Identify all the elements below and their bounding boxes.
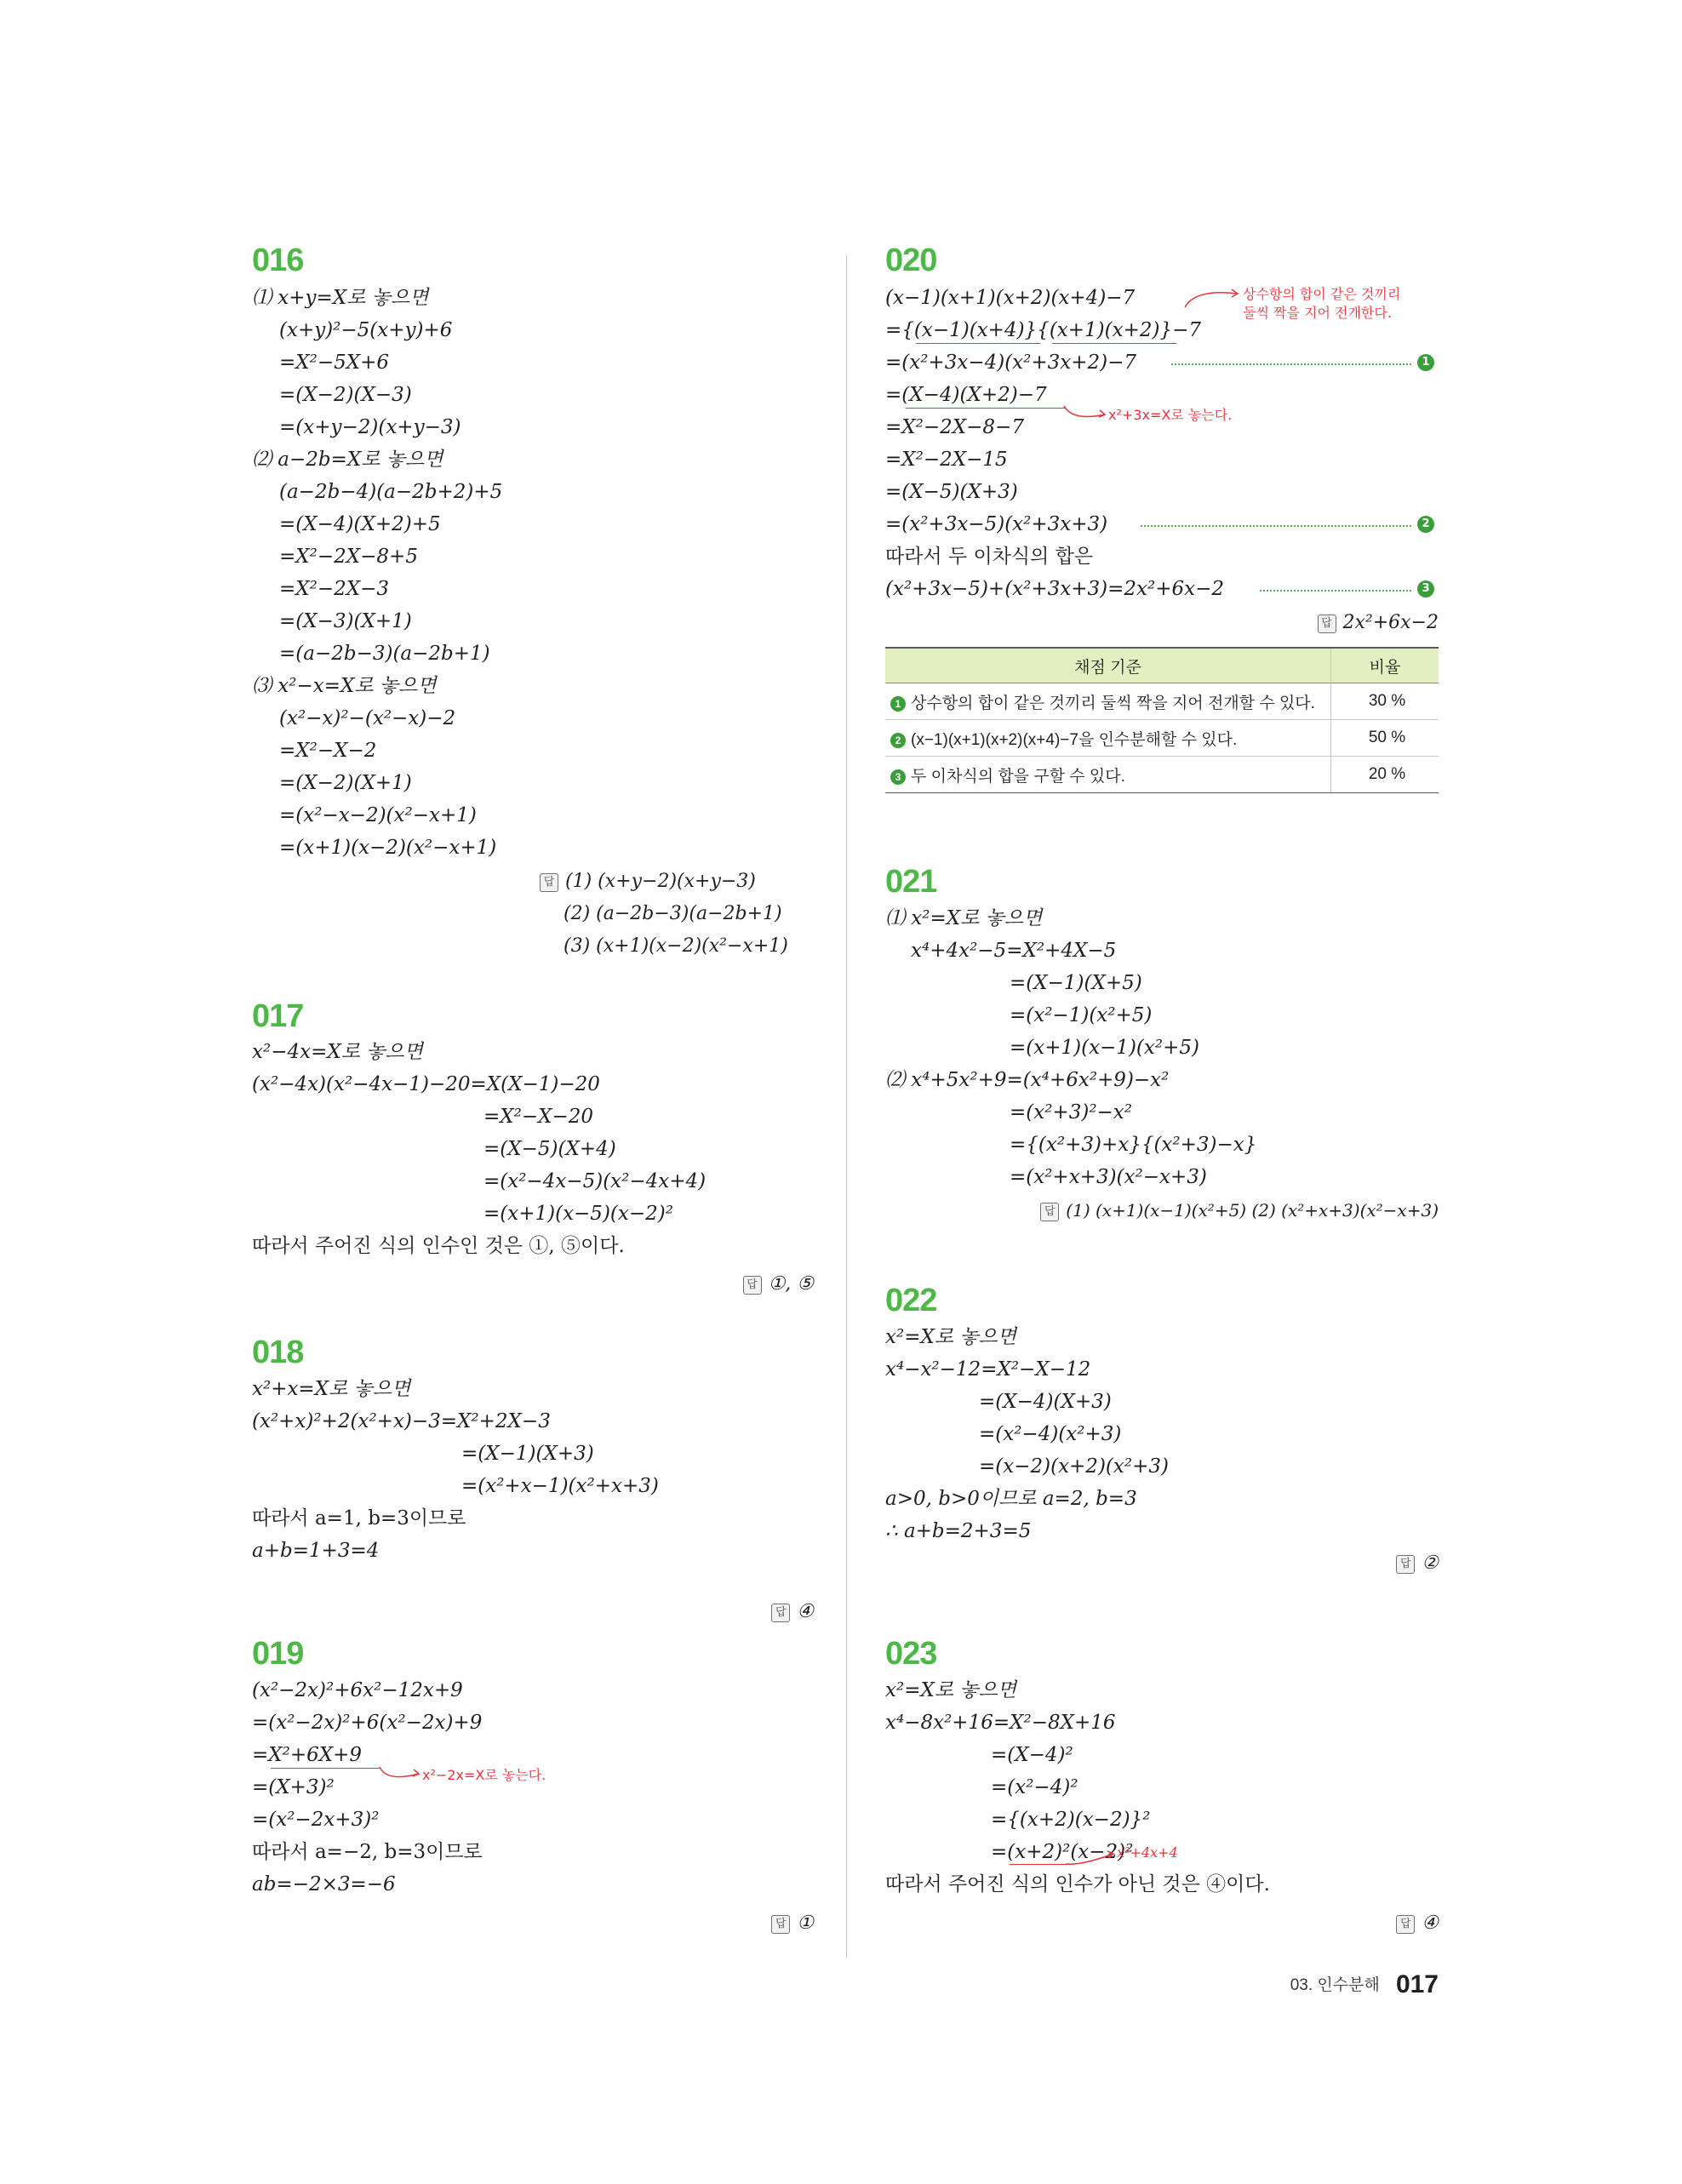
solution-line: =X²−X−20 (483, 1106, 594, 1128)
answer-line (540, 870, 756, 894)
problem-021 (885, 864, 1439, 1221)
red-underline (906, 408, 1066, 409)
step-marker: 2 (890, 733, 906, 748)
answer-text: ④ (797, 1601, 814, 1622)
answer-line: (3) (x+1)(x−2)(x²−x+1) (564, 935, 788, 957)
page-footer (1290, 1970, 1439, 1999)
solution-line: (x²+x)²+2(x²+x)−3=X²+2X−3 (252, 1410, 551, 1432)
criteria-text: (x−1)(x+1)(x+2)(x+4)−7을 인수분해할 수 있다. (911, 730, 1238, 749)
answer-text: 2x²+6x−2 (1342, 612, 1439, 633)
solution-line: (x²−4x)(x²−4x−1)−20=X(X−1)−20 (252, 1073, 600, 1095)
solution-line: =(x+y−2)(x+y−3) (279, 416, 461, 438)
solution-line: (x²+3x−5)+(x²+3x+3)=2x²+6x−2 (885, 578, 1224, 600)
annotation-arrow-icon (1062, 403, 1108, 425)
grading-table (885, 647, 1439, 793)
solution-line: =(x²+3x−5)(x²+3x+3) (885, 513, 1108, 535)
answer-text: ④ (1422, 1912, 1439, 1934)
answer-badge-icon: 답 (771, 1915, 790, 1934)
step-marker: 2 (1417, 516, 1434, 533)
criteria-cell (885, 683, 1331, 720)
ratio-cell: 20 % (1331, 757, 1439, 793)
solution-line: =X²−X−2 (279, 740, 377, 762)
answer-line (1040, 1198, 1439, 1222)
problem-number: 016 (252, 243, 304, 278)
answer-text: ① (797, 1912, 814, 1934)
solution-line: =(X−4)(X+3) (979, 1391, 1112, 1413)
solution-line: ={(x²+3)+x}{(x²+3)−x} (1010, 1134, 1257, 1156)
problem-number: 017 (252, 998, 304, 1034)
red-underline (1010, 1864, 1069, 1865)
answer-badge-icon: 답 (1396, 1555, 1415, 1574)
solution-line: =(X−4)² (991, 1744, 1073, 1766)
answer-line (1318, 611, 1439, 635)
annotation-note: x²+3x=X로 놓는다. (1108, 407, 1233, 423)
annotation-arrow-icon (378, 1764, 422, 1786)
table-header-criteria: 채점 기준 (885, 648, 1331, 683)
red-underline (271, 1768, 380, 1769)
solution-line: =(x²+x−1)(x²+x+3) (461, 1475, 659, 1497)
solution-line: =(x+2)²(x−2)² (991, 1841, 1134, 1863)
solution-line: =(X−4)(X+2)−7 (885, 384, 1047, 406)
solution-line: ab=−2×3=−6 (252, 1873, 396, 1895)
solution-line: a>0, b>0이므로 a=2, b=3 (885, 1488, 1137, 1510)
solution-line: a+b=1+3=4 (252, 1540, 380, 1562)
solution-line: =(x²−2x+3)² (252, 1809, 380, 1831)
solution-line: =(x²+3x−4)(x²+3x+2)−7 (885, 352, 1137, 374)
solution-line: =(x²−x−2)(x²−x+1) (279, 804, 477, 826)
answer-line (743, 1272, 814, 1296)
table-row (885, 683, 1439, 720)
solution-line: =X²+6X+9 (252, 1744, 363, 1766)
solution-line: ={(x+2)(x−2)}² (991, 1809, 1151, 1831)
annotation-arrow-icon (1064, 1845, 1117, 1867)
solution-line: x⁴−8x²+16=X²−8X+16 (885, 1712, 1116, 1734)
solution-line: =(x−2)(x+2)(x²+3) (979, 1455, 1169, 1478)
answer-text: (1) (x+1)(x−1)(x²+5) (2) (x²+x+3)(x²−x+3) (1066, 1200, 1439, 1221)
red-underline (1052, 343, 1176, 344)
table-row (885, 757, 1439, 793)
problem-number: 022 (885, 1283, 937, 1318)
solution-line: x⁴+4x²−5=X²+4X−5 (911, 940, 1117, 962)
annotation-note: 상수항의 합이 같은 것끼리 (1243, 286, 1401, 302)
solution-line: =(X−3)(X+1) (279, 610, 412, 632)
criteria-cell (885, 720, 1331, 757)
problem-020 (885, 243, 1439, 786)
problem-number: 019 (252, 1636, 304, 1672)
table-header-row (885, 648, 1439, 683)
solution-line: ⑵ x⁴+5x²+9=(x⁴+6x²+9)−x² (885, 1069, 1170, 1091)
answer-line (1396, 1552, 1439, 1575)
solution-line: ∴ a+b=2+3=5 (885, 1520, 1032, 1542)
answer-badge-icon: 답 (743, 1276, 762, 1295)
solution-text: 따라서 두 이차식의 합은 (885, 546, 1094, 568)
answer-line (771, 1600, 814, 1624)
solution-text: 따라서 a=1, b=3이므로 (252, 1507, 466, 1529)
solution-line: =X²−2X−8+5 (279, 546, 418, 568)
annotation-note: x²−2x=X로 놓는다. (422, 1767, 546, 1783)
chapter-title: 03. 인수분해 (1290, 1976, 1380, 1994)
answer-badge-icon: 답 (540, 873, 558, 892)
dotted-leader (1171, 363, 1411, 365)
solution-line: =(X−2)(X+1) (279, 772, 412, 794)
solution-line: =(X−5)(X+3) (885, 481, 1018, 503)
dotted-leader (1260, 590, 1411, 592)
step-marker: 3 (1417, 580, 1434, 597)
solution-line: =X²−5X+6 (279, 352, 390, 374)
annotation-arrow-icon (1183, 285, 1241, 311)
solution-line: =(a−2b−3)(a−2b+1) (279, 643, 490, 665)
criteria-text: 상수항의 합이 같은 것끼리 둘씩 짝을 지어 전개할 수 있다. (911, 694, 1315, 712)
red-underline (916, 343, 1040, 344)
solution-line: =(x+1)(x−1)(x²+5) (1010, 1037, 1199, 1059)
answer-badge-icon: 답 (1396, 1915, 1415, 1934)
solution-line: =(X−2)(X−3) (279, 384, 412, 406)
solution-line: x²=X로 놓으면 (885, 1679, 1017, 1701)
solution-line: x²+x=X로 놓으면 (252, 1378, 411, 1400)
dotted-leader (1141, 525, 1411, 527)
problem-018 (252, 1335, 814, 1622)
solution-line: =(x²−4)² (991, 1776, 1078, 1798)
problem-number: 018 (252, 1335, 304, 1370)
solution-text: 따라서 주어진 식의 인수가 아닌 것은 ④이다. (885, 1873, 1270, 1895)
solution-text: 따라서 주어진 식의 인수인 것은 ①, ⑤이다. (252, 1235, 625, 1257)
solution-line: ={(x−1)(x+4)}{(x+1)(x+2)}−7 (885, 319, 1201, 341)
solution-line: (x−1)(x+1)(x+2)(x+4)−7 (885, 287, 1136, 309)
problem-number: 020 (885, 243, 937, 278)
step-marker: 1 (890, 696, 906, 712)
annotation-note: x²+4x+4 (1117, 1844, 1178, 1861)
solution-line: =(X+3)² (252, 1776, 335, 1798)
problem-number: 021 (885, 864, 937, 900)
step-marker: 1 (1417, 354, 1434, 371)
annotation-note: 둘씩 짝을 지어 전개한다. (1243, 305, 1392, 321)
answer-badge-icon: 답 (1318, 615, 1336, 633)
criteria-cell (885, 757, 1331, 793)
answer-line (771, 1912, 814, 1935)
solution-line: =X²−2X−8−7 (885, 416, 1024, 438)
solution-line: ⑴ x²=X로 놓으면 (885, 907, 1043, 929)
solution-line: (x²−2x)²+6x²−12x+9 (252, 1679, 463, 1701)
solution-line: =(x²+x+3)(x²−x+3) (1010, 1166, 1207, 1188)
answer-badge-icon: 답 (771, 1604, 790, 1622)
solution-text: 따라서 a=−2, b=3이므로 (252, 1841, 483, 1863)
solution-line: x²−4x=X로 놓으면 (252, 1041, 423, 1063)
step-marker: 3 (890, 769, 906, 785)
solution-line: (x²−x)²−(x²−x)−2 (279, 707, 456, 729)
solution-line: =(X−1)(X+3) (461, 1443, 594, 1465)
answer-text: ② (1422, 1552, 1439, 1574)
answer-line: (2) (a−2b−3)(a−2b+1) (564, 903, 782, 924)
solution-line: =(X−4)(X+2)+5 (279, 513, 441, 535)
solution-line: =(x²−2x)²+6(x²−2x)+9 (252, 1712, 483, 1734)
problem-016 (252, 243, 814, 957)
criteria-text: 두 이차식의 합을 구할 수 있다. (911, 767, 1125, 786)
solution-line: =(x²−1)(x²+5) (1010, 1004, 1153, 1026)
answer-badge-icon: 답 (1040, 1203, 1059, 1221)
problem-019 (252, 1636, 814, 1934)
solution-line: =(x+1)(x−2)(x²−x+1) (279, 837, 497, 859)
table-row (885, 720, 1439, 757)
problem-023 (885, 1636, 1439, 1934)
solution-line: =(X−5)(X+4) (483, 1138, 616, 1160)
solution-line: (a−2b−4)(a−2b+2)+5 (279, 481, 503, 503)
answer-text: ①, ⑤ (768, 1273, 814, 1295)
solution-line: =(x²−4x−5)(x²−4x+4) (483, 1170, 707, 1192)
column-divider (846, 255, 847, 1958)
solution-line: =X²−2X−3 (279, 578, 390, 600)
answer-line (1396, 1912, 1439, 1935)
solution-line: =(x+1)(x−5)(x−2)² (483, 1203, 673, 1225)
solution-line: =(x²−4)(x²+3) (979, 1423, 1122, 1445)
problem-017 (252, 998, 814, 1295)
solution-line: ⑶ x²−x=X로 놓으면 (252, 675, 437, 697)
solution-line: (x+y)²−5(x+y)+6 (279, 319, 453, 341)
solution-line: ⑴ x+y=X로 놓으면 (252, 287, 429, 309)
solution-line: x²=X로 놓으면 (885, 1326, 1017, 1348)
answer-text: (1) (x+y−2)(x+y−3) (565, 871, 756, 892)
problem-022 (885, 1283, 1439, 1574)
solution-line: x⁴−x²−12=X²−X−12 (885, 1358, 1091, 1381)
solution-line: =X²−2X−15 (885, 449, 1008, 471)
page-number: 017 (1395, 1970, 1439, 1998)
ratio-cell: 50 % (1331, 720, 1439, 757)
ratio-cell: 30 % (1331, 683, 1439, 720)
table-header-ratio: 비율 (1331, 648, 1439, 683)
solution-line: =(X−1)(X+5) (1010, 972, 1142, 994)
solution-line: =(x²+3)²−x² (1010, 1101, 1132, 1123)
solution-line: ⑵ a−2b=X로 놓으면 (252, 449, 443, 471)
problem-number: 023 (885, 1636, 937, 1672)
